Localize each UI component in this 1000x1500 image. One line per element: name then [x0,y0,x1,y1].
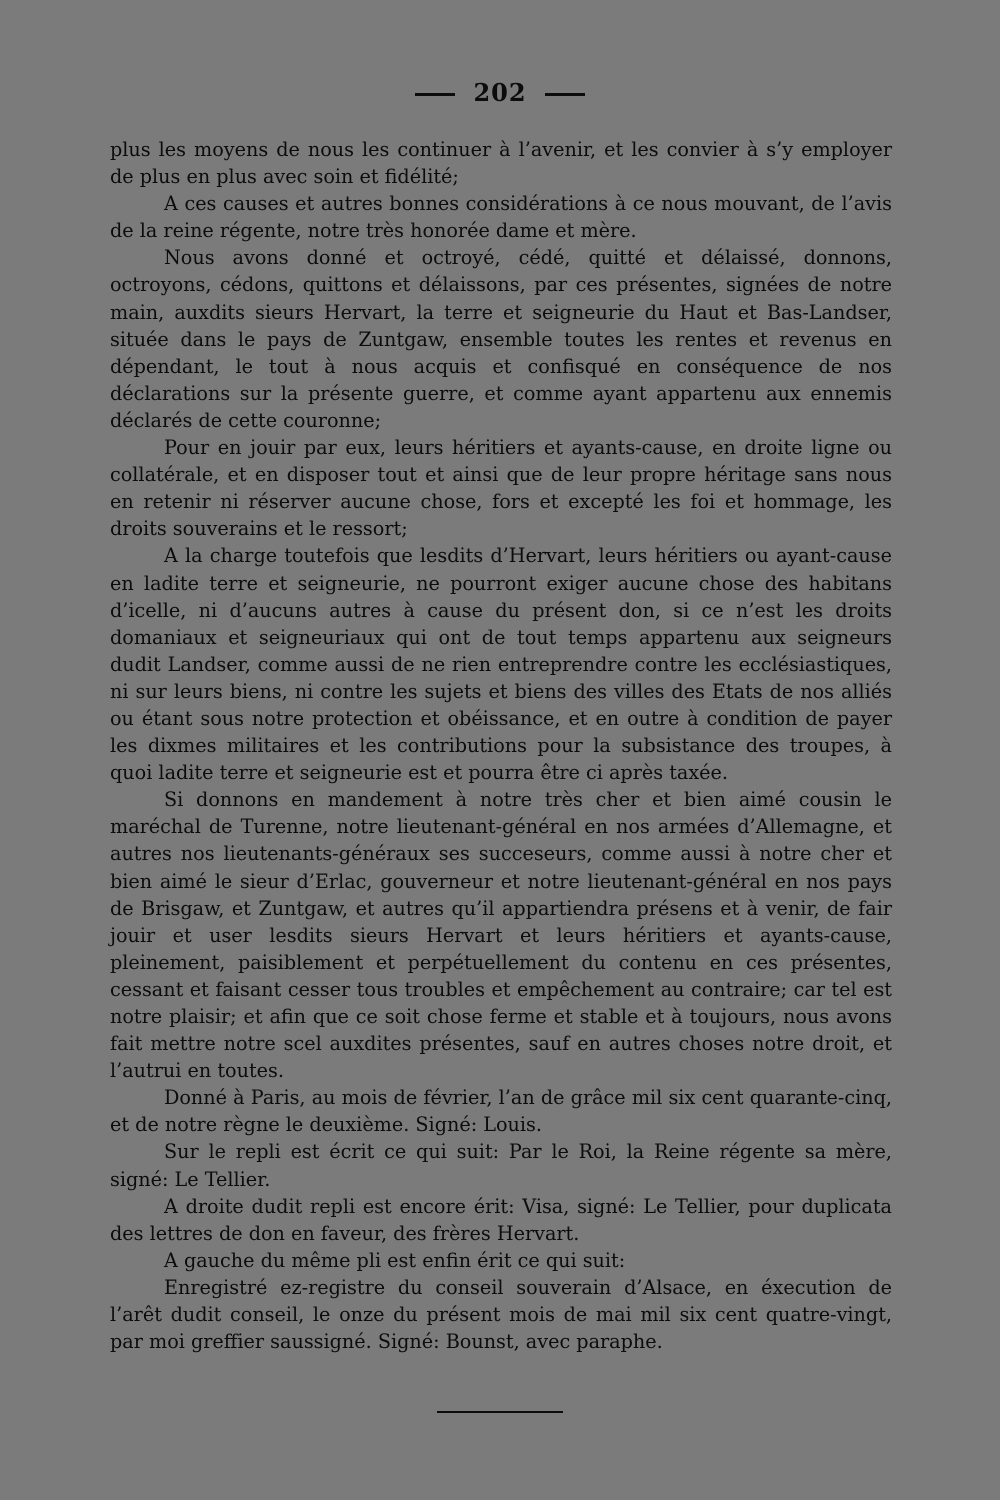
body-text [110,136,892,1355]
paragraph: A la charge toutefois que lesdits d’Hervart, leurs héritiers ou ayant-cause en ladite terre et seigneurie, ne pourront exiger aucune chose des habitans d’icelle, ni d’aucuns autres à cause du présent don, si ce n’est les droits domaniaux et seigneuriaux qui ont de tout temps appartenu aux seigneurs dudit Landser, comme aussi de ne rien entreprendre contre les ecclésiastiques, ni sur leurs biens, ni contre les sujets et biens des villes des Etats de nos alliés ou étant sous notre protection et obéissance, et en outre à condition de payer les dixmes militaires et les contributions pour la subsistance des troupes, à quoi ladite terre et seigneurie est et pourra être ci après taxée. [110,544,892,785]
header-dash-left [415,93,455,96]
paragraph: Sur le repli est écrit ce qui suit: Par le Roi, la Reine régente sa mère, signé: Le Tellier. [110,1140,892,1191]
page-header [0,78,1000,107]
paragraph: Donné à Paris, au mois de février, l’an de grâce mil six cent quarante-cinq, et de notre règne le deuxième. Signé: Louis. [110,1086,892,1137]
paragraph: A ces causes et autres bonnes considérations à ce nous mouvant, de l’avis de la reine régente, notre très honorée dame et mère. [110,192,892,243]
paragraph: Nous avons donné et octroyé, cédé, quitté et délaissé, donnons, octroyons, cédons, quittons et délaissons, par ces présentes, signées de notre main, auxdits sieurs Hervart, la terre et seigneurie du Haut et Bas-Landser, située dans le pays de Zuntgaw, ensemble toutes les rentes et revenus en dépendant, le tout à nous acquis et confisqué en conséquence de nos déclarations sur la présente guerre, et comme ayant appartenu aux ennemis déclarés de cette couronne; [110,246,892,432]
paragraph: A gauche du même pli est enfin érit ce qui suit: [164,1248,626,1272]
header-dash-right [545,93,585,96]
paragraph: Pour en jouir par eux, leurs héritiers et ayants-cause, en droite ligne ou collatérale, et en disposer tout et ainsi que de leur propre héritage sans nous en retenir ni réserver aucune chose, fors et excepté les foi et hommage, les droits souverains et le ressort; [110,436,892,541]
page-number: 202 [473,78,527,107]
paragraph: Enregistré ez-registre du conseil souverain d’Alsace, en éxecution de l’arêt dudit conseil, le onze du présent mois de mai mil six cent quatre-vingt, par moi greffier saussigné. Signé: Bounst, avec paraphe. [110,1275,892,1354]
paragraph: A droite dudit repli est encore érit: Visa, signé: Le Tellier, pour duplicata des lettres de don en faveur, des frères Hervart. [110,1194,892,1245]
paragraph: Si donnons en mandement à notre très cher et bien aimé cousin le maréchal de Turenne, notre lieutenant-général en nos armées d’Allemagne, et autres nos lieutenants-généraux ses succeseurs, comme aussi à notre cher et bien aimé le sieur d’Erlac, gouverneur et notre lieutenant-général en nos pays de Brisgaw, et Zuntgaw, et autres qu’il appartiendra présens et à venir, de fair jouir et user lesdits sieurs Hervart et leurs héritiers et ayants-cause, pleinement, paisiblement et perpétuellement du contenu en ces présentes, cessant et faisant cesser tous troubles et empêchement au contraire; car tel est notre plaisir; et afin que ce soit chose ferme et stable et à toujours, nous avons fait mettre notre scel auxdites présentes, sauf en autres choses notre droit, et l’autrui en toutes. [110,788,892,1083]
end-rule [437,1411,563,1413]
paragraph: plus les moyens de nous les continuer à l’avenir, et les convier à s’y employer de plus en plus avec soin et fidélité; [110,138,892,189]
